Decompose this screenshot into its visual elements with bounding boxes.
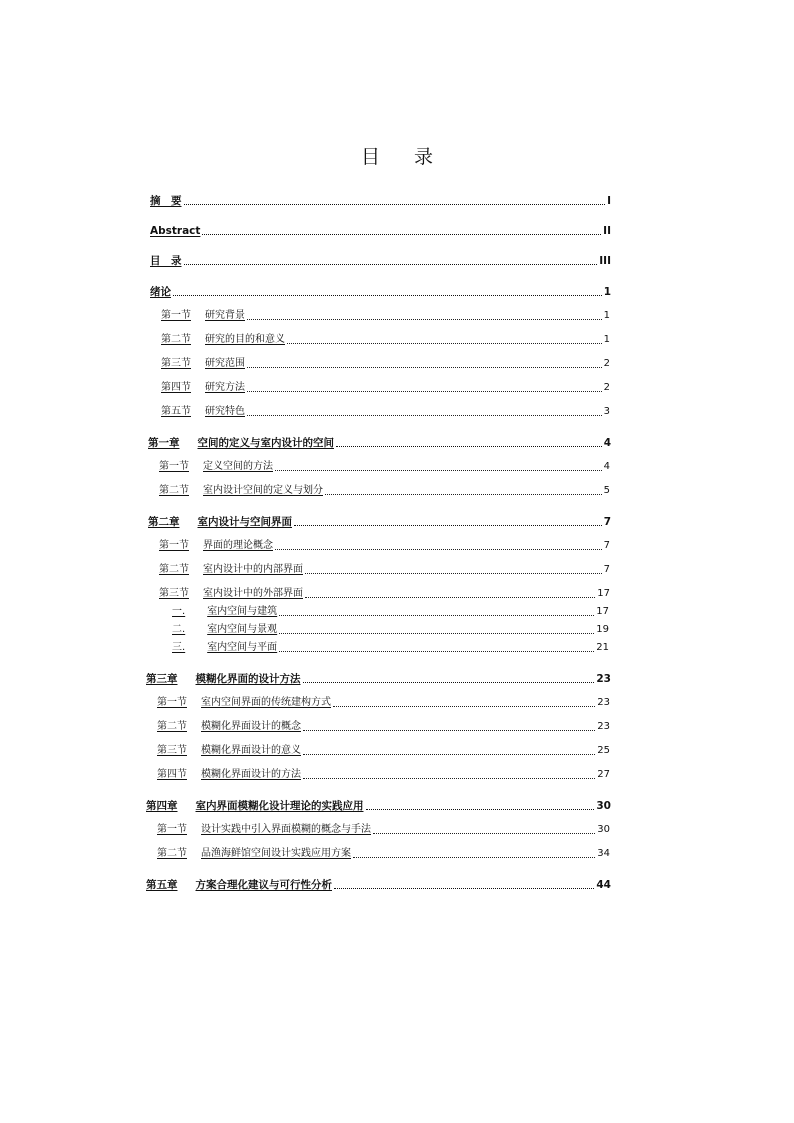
toc-entry[interactable] bbox=[159, 539, 610, 553]
toc-entry[interactable] bbox=[159, 563, 610, 577]
toc-entry-label bbox=[157, 768, 301, 782]
toc-page-number: 27 bbox=[597, 769, 610, 780]
toc-entry-label bbox=[159, 484, 323, 498]
toc-entry-label bbox=[150, 224, 200, 238]
toc-entry-label bbox=[161, 405, 245, 419]
toc-entry-label bbox=[148, 436, 334, 450]
toc-entry[interactable] bbox=[159, 484, 610, 498]
toc-entry-number: 绪论 bbox=[150, 286, 171, 298]
toc-entry-label bbox=[172, 641, 277, 655]
toc-entry[interactable] bbox=[172, 605, 609, 619]
toc-entry-label bbox=[157, 823, 371, 837]
dot-leader bbox=[303, 754, 595, 755]
dot-leader bbox=[366, 809, 595, 810]
toc-entry[interactable] bbox=[157, 768, 610, 782]
toc-page-number: 44 bbox=[596, 879, 611, 891]
toc-page-number: 5 bbox=[603, 485, 610, 496]
toc-entry-label bbox=[159, 460, 273, 474]
toc-page-number: 21 bbox=[596, 642, 609, 653]
toc-entry-label bbox=[172, 605, 277, 619]
toc-entry-label bbox=[146, 878, 332, 892]
dot-leader bbox=[279, 651, 594, 652]
toc-page-number: 7 bbox=[603, 516, 611, 528]
toc-entry[interactable] bbox=[148, 515, 611, 529]
toc-entry-title: 室内设计与空间界面 bbox=[197, 516, 292, 528]
toc-entry-title: 界面的理论概念 bbox=[203, 540, 273, 551]
dot-leader bbox=[247, 415, 602, 416]
toc-entry-label bbox=[146, 799, 364, 813]
dot-leader bbox=[303, 778, 595, 779]
toc-entry[interactable] bbox=[157, 720, 610, 734]
dot-leader bbox=[279, 615, 594, 616]
dot-leader bbox=[275, 549, 602, 550]
dot-leader bbox=[294, 525, 602, 526]
toc-entry-title: 室内空间与建筑 bbox=[207, 606, 278, 617]
toc-entry-number: 第五节 bbox=[161, 406, 191, 417]
dot-leader bbox=[184, 204, 606, 205]
dot-leader bbox=[247, 391, 602, 392]
dot-leader bbox=[303, 682, 595, 683]
toc-entry-number: 第四节 bbox=[161, 382, 191, 393]
toc-page-number: 2 bbox=[603, 358, 610, 369]
toc-entry-label bbox=[159, 563, 303, 577]
dot-leader bbox=[184, 264, 598, 265]
toc-entry[interactable] bbox=[161, 405, 610, 419]
toc-entry-label bbox=[157, 720, 301, 734]
dot-leader bbox=[275, 470, 602, 471]
toc-page-number: 2 bbox=[603, 382, 610, 393]
dot-leader bbox=[334, 888, 594, 889]
toc-entry-title: 室内空间与景观 bbox=[207, 624, 278, 635]
toc-entry-number: 一. bbox=[172, 606, 186, 617]
toc-entry-label bbox=[150, 194, 182, 208]
toc-entry-number: 第一章 bbox=[148, 437, 180, 449]
toc-entry-title: 室内界面模糊化设计理论的实践应用 bbox=[195, 800, 364, 812]
toc-page-number: 1 bbox=[603, 334, 610, 345]
toc-page-number: I bbox=[607, 195, 611, 207]
toc-entry-label bbox=[172, 623, 277, 637]
toc-entry-label bbox=[161, 309, 245, 323]
toc-entry-label bbox=[157, 744, 301, 758]
toc-entry-number: 第一节 bbox=[159, 461, 189, 472]
toc-entry-number: 第二节 bbox=[159, 564, 189, 575]
toc-entry-title: 设计实践中引入界面模糊的概念与手法 bbox=[201, 824, 371, 835]
toc-entry-label bbox=[157, 847, 351, 861]
dot-leader bbox=[279, 633, 594, 634]
toc-entry-title: 品渔海鲜馆空间设计实践应用方案 bbox=[201, 848, 351, 859]
toc-entry[interactable] bbox=[172, 623, 609, 637]
toc-page-number: 4 bbox=[603, 461, 610, 472]
toc-entry-number: 第二节 bbox=[159, 485, 189, 496]
toc-page-number: 17 bbox=[596, 606, 609, 617]
toc-entry-number: 第四章 bbox=[146, 800, 178, 812]
toc-entry-title: 室内空间与平面 bbox=[207, 642, 278, 653]
toc-entry-title: 方案合理化建议与可行性分析 bbox=[195, 879, 332, 891]
toc-entry-number: 二. bbox=[172, 624, 186, 635]
toc-entry-number: 第一节 bbox=[157, 824, 187, 835]
toc-entry[interactable] bbox=[159, 587, 610, 601]
toc-entry-number: Abstract bbox=[150, 225, 201, 237]
toc-entry-title: 模糊化界面设计的概念 bbox=[201, 721, 301, 732]
toc-entry-number: 目 录 bbox=[150, 255, 182, 267]
toc-page-number: 25 bbox=[597, 745, 610, 756]
toc-entry-number: 第三章 bbox=[146, 673, 178, 685]
toc-entry-number: 第一节 bbox=[159, 540, 189, 551]
toc-entry-number: 第四节 bbox=[157, 769, 187, 780]
toc-page-number: 1 bbox=[603, 310, 610, 321]
toc-entry-title: 研究背景 bbox=[205, 310, 245, 321]
toc-entry-number: 第三节 bbox=[159, 588, 189, 599]
toc-entry-title: 空间的定义与室内设计的空间 bbox=[197, 437, 334, 449]
toc-page-number: 7 bbox=[603, 564, 610, 575]
toc-entry-label bbox=[150, 285, 171, 299]
toc-entry-label bbox=[148, 515, 292, 529]
toc-page-number: 7 bbox=[603, 540, 610, 551]
toc-entry[interactable] bbox=[157, 847, 610, 861]
toc-entry-number: 第一节 bbox=[161, 310, 191, 321]
toc-entry[interactable] bbox=[157, 696, 610, 710]
dot-leader bbox=[287, 343, 602, 344]
toc-entry[interactable] bbox=[157, 823, 610, 837]
toc-entry[interactable] bbox=[159, 460, 610, 474]
toc-entry[interactable] bbox=[161, 381, 610, 395]
toc-entry[interactable] bbox=[161, 333, 610, 347]
toc-entry-label bbox=[161, 357, 245, 371]
toc-page-number: 19 bbox=[596, 624, 609, 635]
dot-leader bbox=[202, 234, 601, 235]
toc-page-number: II bbox=[603, 225, 611, 237]
toc-page-number: 23 bbox=[597, 697, 610, 708]
toc-entry-number: 第一节 bbox=[157, 697, 187, 708]
toc-entry[interactable] bbox=[161, 357, 610, 371]
toc-entry[interactable] bbox=[150, 254, 611, 268]
toc-entry-label bbox=[157, 696, 331, 710]
toc-page-number: 4 bbox=[603, 437, 611, 449]
toc-entry-number: 第二节 bbox=[161, 334, 191, 345]
toc-page-number: 30 bbox=[596, 800, 611, 812]
toc-entry-title: 研究特色 bbox=[205, 406, 245, 417]
toc-entry-title: 室内空间界面的传统建构方式 bbox=[201, 697, 331, 708]
toc-entry-title: 研究方法 bbox=[205, 382, 245, 393]
page-title: 目 录 bbox=[360, 146, 448, 168]
toc-page-number: 1 bbox=[603, 286, 611, 298]
dot-leader bbox=[173, 295, 602, 296]
toc-entry[interactable] bbox=[150, 285, 611, 299]
toc-entry-number: 第二节 bbox=[157, 848, 187, 859]
toc-entry-number: 摘 要 bbox=[150, 195, 182, 207]
dot-leader bbox=[336, 446, 602, 447]
dot-leader bbox=[373, 833, 595, 834]
toc-entry-number: 第五章 bbox=[146, 879, 178, 891]
toc-entry-label bbox=[159, 587, 303, 601]
dot-leader bbox=[247, 367, 602, 368]
toc-entry-title: 模糊化界面设计的意义 bbox=[201, 745, 301, 756]
toc-page-number: III bbox=[599, 255, 611, 267]
toc-entry-title: 室内设计中的外部界面 bbox=[203, 588, 303, 599]
dot-leader bbox=[333, 706, 595, 707]
toc-entry-title: 室内设计空间的定义与划分 bbox=[203, 485, 323, 496]
dot-leader bbox=[325, 494, 602, 495]
toc-entry-label bbox=[161, 381, 245, 395]
toc-entry-title: 模糊化界面设计的方法 bbox=[201, 769, 301, 780]
toc-entry[interactable] bbox=[150, 224, 611, 238]
toc-entry-number: 第二节 bbox=[157, 721, 187, 732]
toc-entry[interactable] bbox=[172, 641, 609, 655]
toc-entry[interactable] bbox=[146, 799, 611, 813]
toc-entry[interactable] bbox=[157, 744, 610, 758]
dot-leader bbox=[305, 573, 602, 574]
dot-leader bbox=[303, 730, 595, 731]
toc-entry-title: 室内设计中的内部界面 bbox=[203, 564, 303, 575]
dot-leader bbox=[305, 597, 595, 598]
toc-entry-label bbox=[159, 539, 273, 553]
toc-entry[interactable] bbox=[161, 309, 610, 323]
toc-page-number: 23 bbox=[596, 673, 611, 685]
toc-entry[interactable] bbox=[146, 878, 611, 892]
toc-entry-title: 研究范围 bbox=[205, 358, 245, 369]
toc-entry-number: 第三节 bbox=[161, 358, 191, 369]
dot-leader bbox=[353, 857, 595, 858]
dot-leader bbox=[247, 319, 602, 320]
toc-entry-title: 定义空间的方法 bbox=[203, 461, 273, 472]
toc-entry-number: 第三节 bbox=[157, 745, 187, 756]
toc-entry[interactable] bbox=[150, 194, 611, 208]
toc-page-number: 34 bbox=[597, 848, 610, 859]
toc-page-number: 30 bbox=[597, 824, 610, 835]
toc-page-number: 23 bbox=[597, 721, 610, 732]
toc-entry[interactable] bbox=[148, 436, 611, 450]
toc-entry-label bbox=[150, 254, 182, 268]
toc-entry-title: 研究的目的和意义 bbox=[205, 334, 285, 345]
toc-entry[interactable] bbox=[146, 672, 611, 686]
toc-entry-number: 第二章 bbox=[148, 516, 180, 528]
toc-entry-label bbox=[161, 333, 285, 347]
toc-entry-number: 三. bbox=[172, 642, 186, 653]
toc-page-number: 3 bbox=[603, 406, 610, 417]
toc-entry-label bbox=[146, 672, 301, 686]
toc-page-number: 17 bbox=[597, 588, 610, 599]
toc-entry-title: 模糊化界面的设计方法 bbox=[195, 673, 301, 685]
